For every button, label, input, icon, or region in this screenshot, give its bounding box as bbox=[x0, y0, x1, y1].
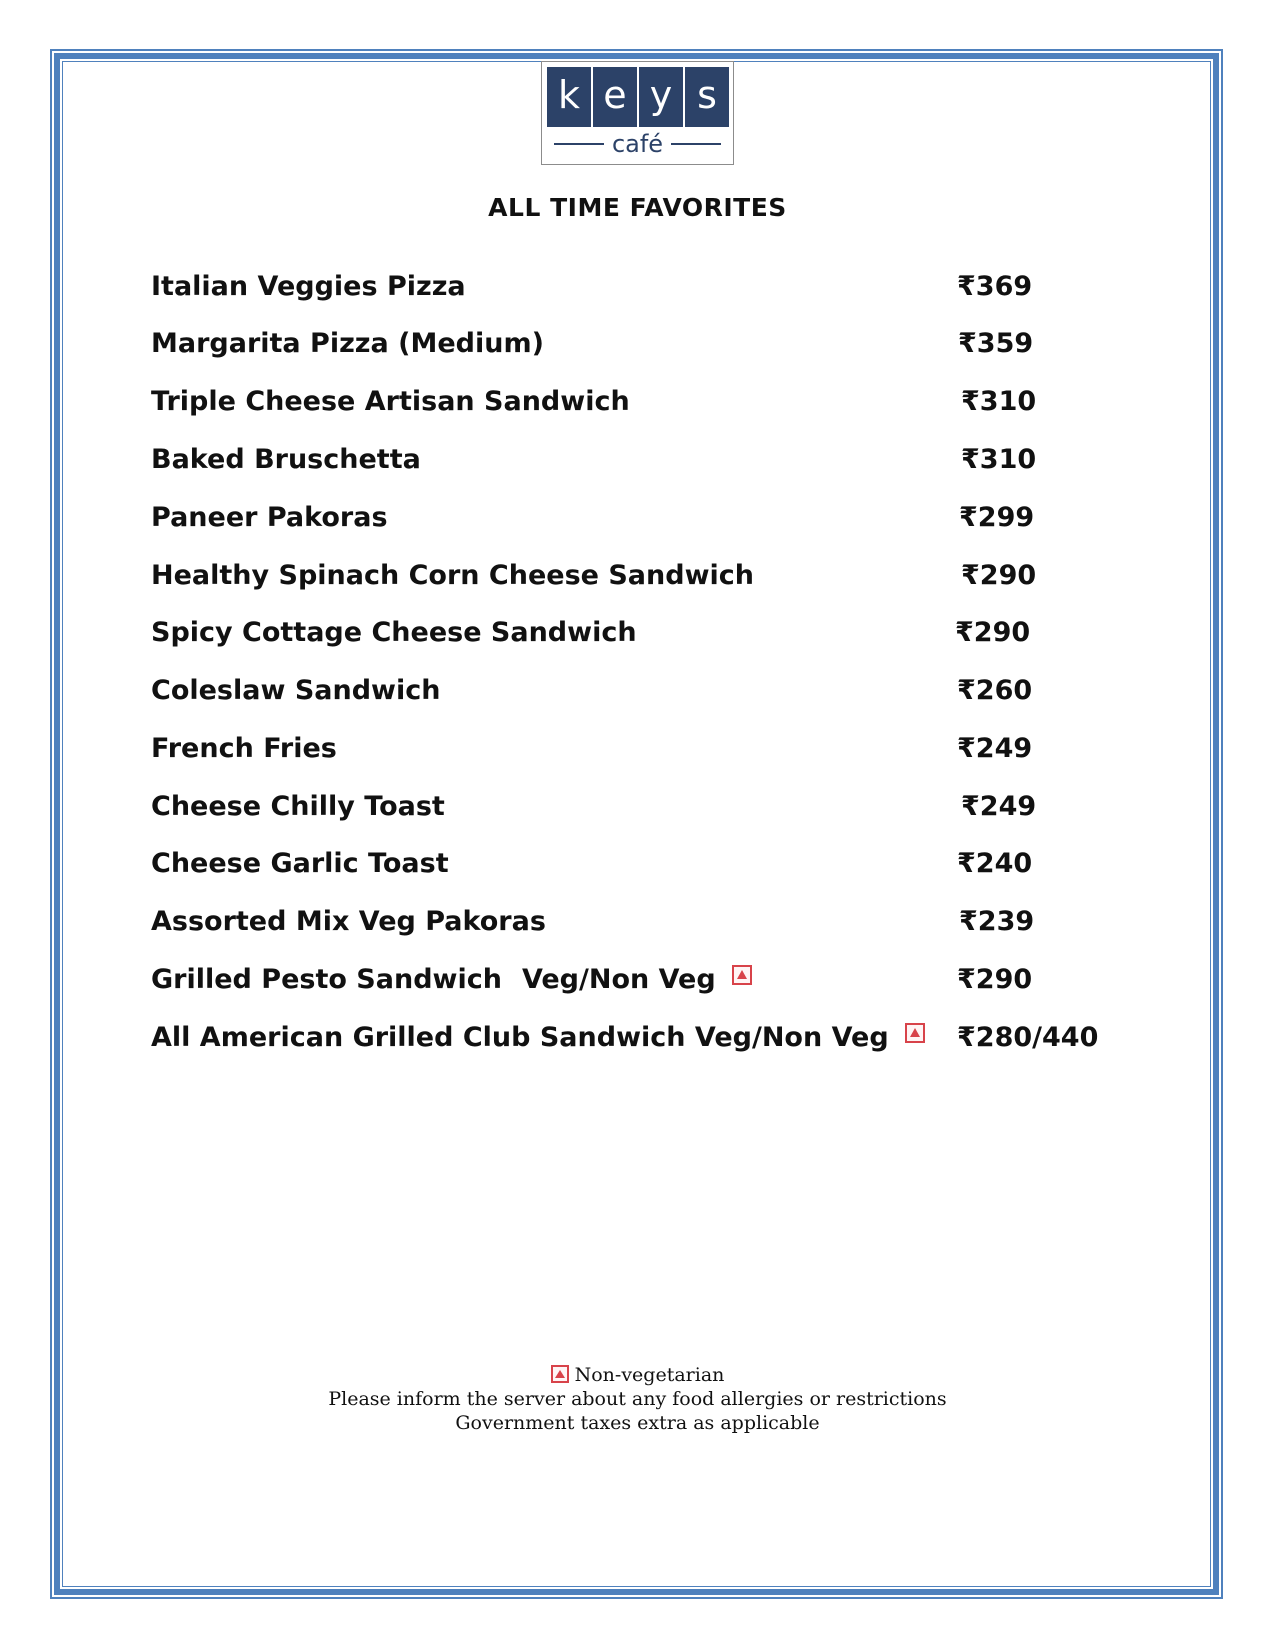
menu-item bbox=[151, 617, 1151, 653]
logo-subtitle: café bbox=[611, 130, 664, 158]
menu-item bbox=[151, 271, 1151, 307]
item-price: ₹310 bbox=[961, 444, 1037, 475]
item-name-text: French Fries bbox=[151, 733, 337, 764]
menu-item bbox=[151, 964, 1151, 1000]
item-name-text: Cheese Chilly Toast bbox=[151, 791, 445, 822]
item-name bbox=[151, 386, 630, 417]
logo-rule-right bbox=[671, 143, 721, 145]
item-name-text: Spicy Cottage Cheese Sandwich bbox=[151, 617, 637, 648]
item-name bbox=[151, 848, 449, 879]
item-name-text: Healthy Spinach Corn Cheese Sandwich bbox=[151, 560, 754, 591]
item-price: ₹239 bbox=[959, 906, 1035, 937]
item-name bbox=[151, 444, 421, 475]
item-price: ₹249 bbox=[957, 733, 1033, 764]
item-price: ₹240 bbox=[957, 848, 1033, 879]
item-name bbox=[151, 733, 337, 764]
menu-item bbox=[151, 444, 1151, 480]
logo-rule-left bbox=[554, 143, 604, 145]
menu-item bbox=[151, 386, 1151, 422]
item-name-text: Coleslaw Sandwich bbox=[151, 675, 441, 706]
menu-section-title: ALL TIME FAVORITES bbox=[488, 193, 787, 222]
menu-footer bbox=[0, 1363, 1275, 1435]
item-name bbox=[151, 1022, 925, 1053]
item-price: ₹369 bbox=[957, 271, 1033, 302]
logo-letter: k bbox=[547, 67, 591, 127]
item-name bbox=[151, 502, 388, 533]
logo-letter: e bbox=[593, 67, 637, 127]
item-name-text: Assorted Mix Veg Pakoras bbox=[151, 906, 546, 937]
item-name-text: All American Grilled Club Sandwich Veg/Non Veg bbox=[151, 1022, 889, 1053]
item-name bbox=[151, 675, 440, 706]
non-veg-icon bbox=[551, 1365, 569, 1383]
item-name-text: Italian Veggies Pizza bbox=[151, 271, 466, 302]
keys-cafe-logo bbox=[541, 61, 734, 165]
item-name bbox=[151, 328, 544, 359]
item-name bbox=[151, 791, 445, 822]
item-name bbox=[151, 964, 752, 995]
allergy-note: Please inform the server about any food allergies or restrictions bbox=[328, 1388, 947, 1410]
non-veg-icon bbox=[905, 1023, 925, 1043]
item-price: ₹359 bbox=[958, 328, 1034, 359]
menu-item bbox=[151, 791, 1151, 827]
menu-item bbox=[151, 328, 1151, 364]
item-name bbox=[151, 560, 754, 591]
item-name-text: Triple Cheese Artisan Sandwich bbox=[151, 386, 630, 417]
item-name-text: Margarita Pizza (Medium) bbox=[151, 328, 544, 359]
logo-subtitle-row bbox=[546, 130, 729, 158]
logo-letter: y bbox=[639, 67, 683, 127]
item-name bbox=[151, 617, 637, 648]
item-price: ₹280/440 bbox=[957, 1022, 1099, 1053]
menu-item bbox=[151, 906, 1151, 942]
menu-item bbox=[151, 848, 1151, 884]
item-price: ₹290 bbox=[955, 617, 1031, 648]
item-price: ₹260 bbox=[957, 675, 1033, 706]
menu-item bbox=[151, 502, 1151, 538]
item-price: ₹299 bbox=[959, 502, 1035, 533]
item-variant: Veg/Non Veg bbox=[521, 964, 716, 995]
menu-item bbox=[151, 733, 1151, 769]
logo-letters bbox=[547, 67, 729, 127]
item-price: ₹310 bbox=[961, 386, 1037, 417]
item-name-text: Cheese Garlic Toast bbox=[151, 848, 449, 879]
item-name-text: Grilled Pesto Sandwich bbox=[151, 964, 502, 995]
item-name-text: Paneer Pakoras bbox=[151, 502, 388, 533]
menu-item bbox=[151, 560, 1151, 596]
logo-letter: s bbox=[685, 67, 729, 127]
item-price: ₹290 bbox=[961, 560, 1037, 591]
item-price: ₹290 bbox=[957, 964, 1033, 995]
menu-item bbox=[151, 1022, 1151, 1058]
item-name bbox=[151, 271, 466, 302]
legend-label: Non-vegetarian bbox=[574, 1364, 725, 1386]
item-price: ₹249 bbox=[961, 791, 1037, 822]
item-name-text: Baked Bruschetta bbox=[151, 444, 421, 475]
non-veg-icon bbox=[732, 965, 752, 985]
item-name bbox=[151, 906, 546, 937]
legend-row bbox=[0, 1363, 1275, 1387]
menu-item bbox=[151, 675, 1151, 711]
tax-note: Government taxes extra as applicable bbox=[455, 1412, 820, 1434]
